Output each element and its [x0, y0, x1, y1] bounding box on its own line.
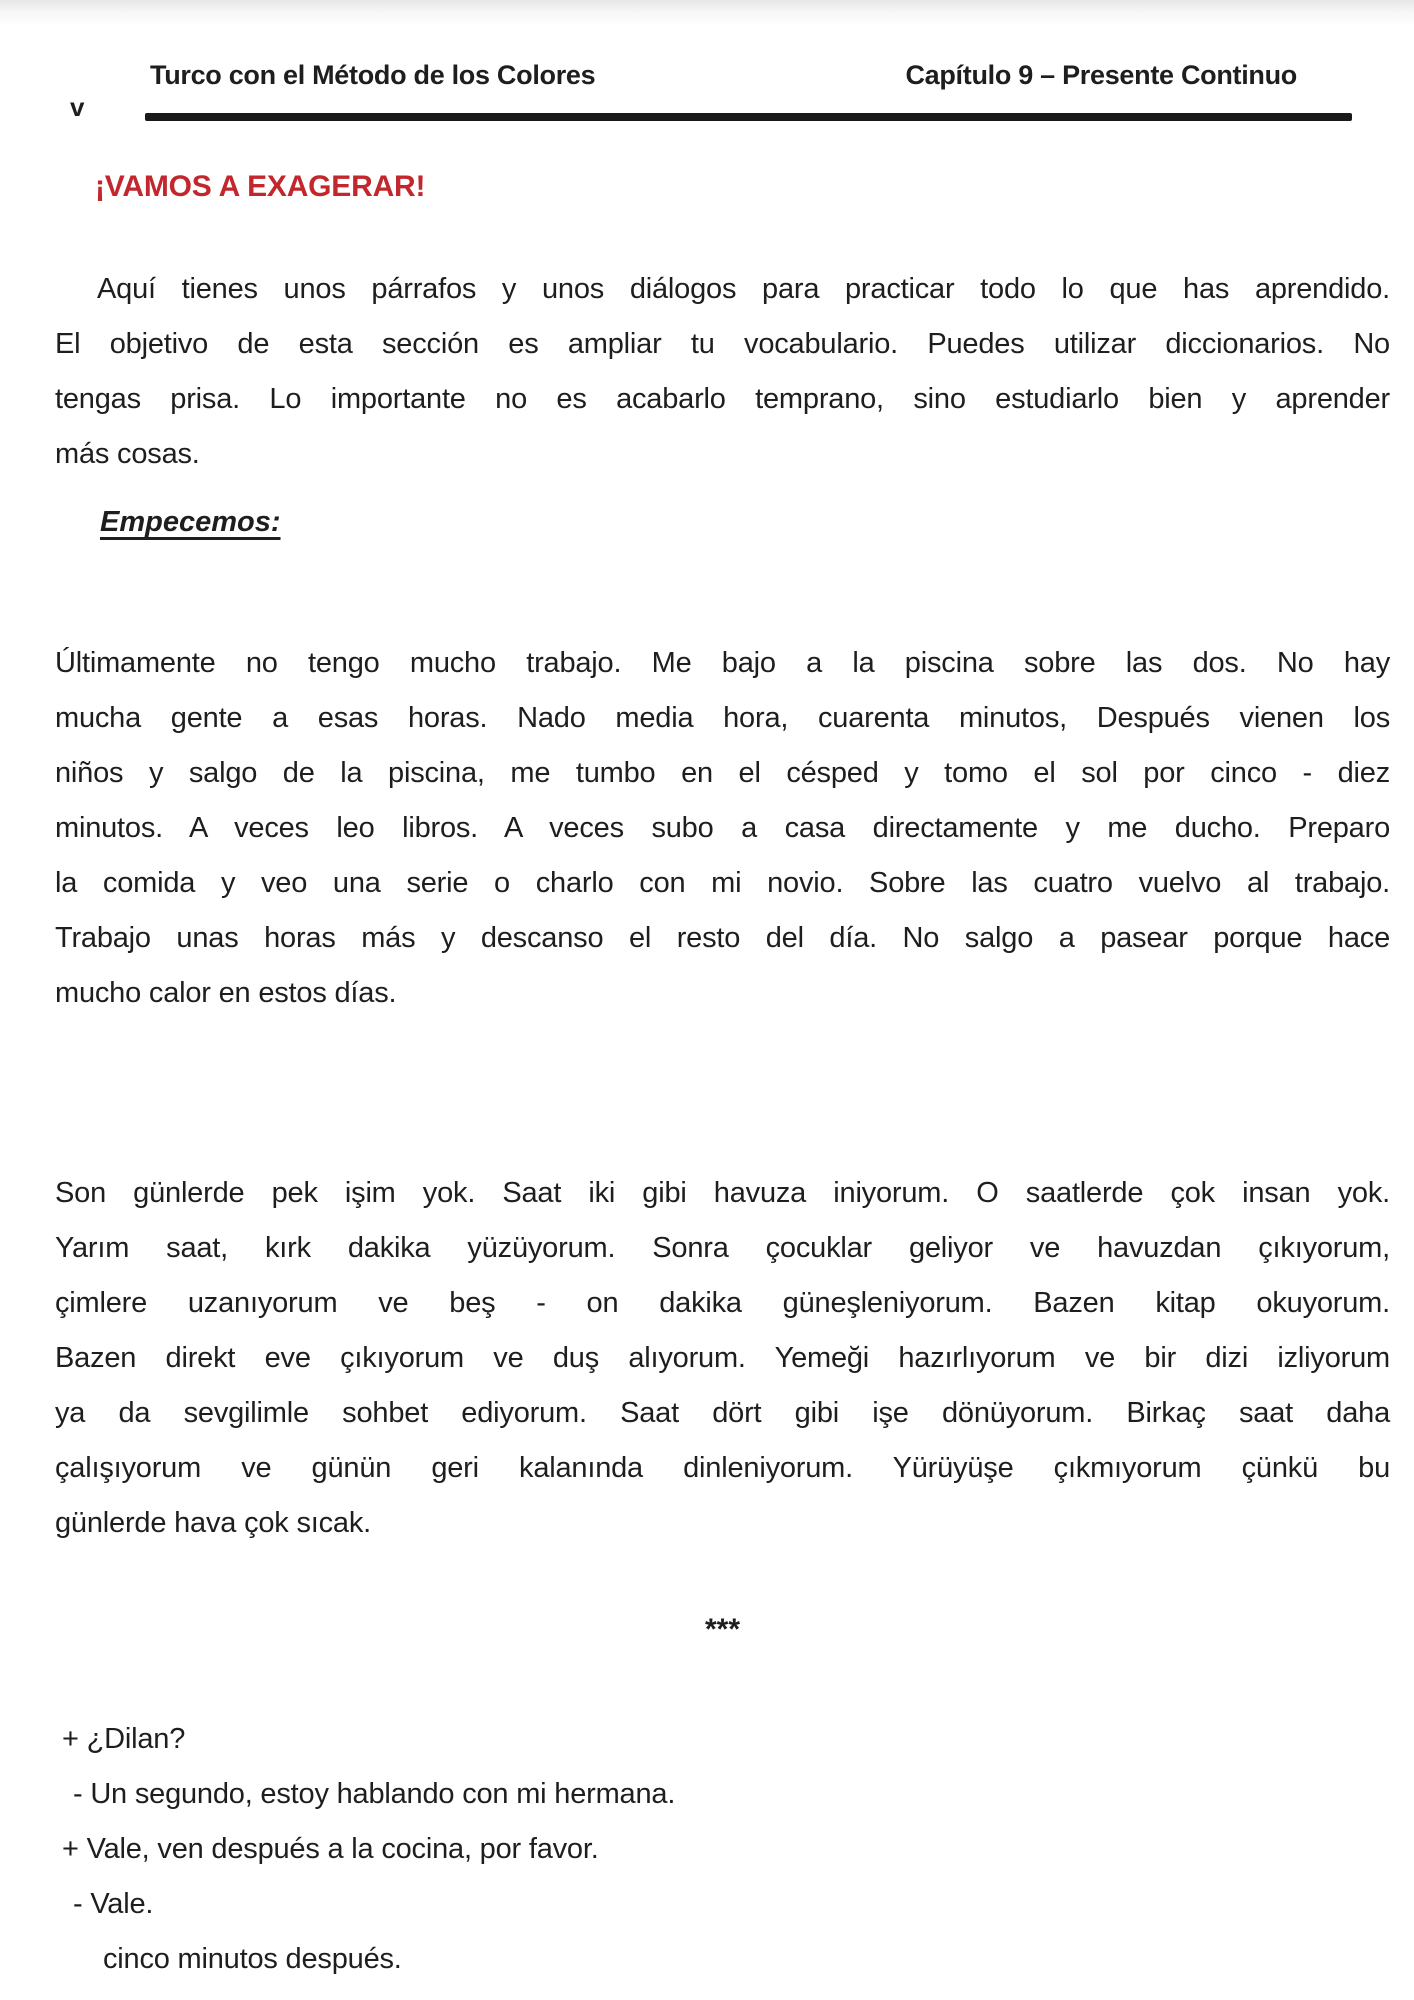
text-line: más cosas.: [55, 438, 200, 470]
header-rule: [145, 113, 1352, 121]
text-line: Son günlerde pek işim yok. Saat iki gibi havuza iniyorum. O saatlerde çok insan yok.: [55, 1177, 1390, 1209]
header-chapter-title: Capítulo 9 – Presente Continuo: [905, 60, 1297, 90]
text-line: la comida y veo una serie o charlo con mi novio. Sobre las cuatro vuelvo al trabajo.: [55, 867, 1390, 899]
turkish-paragraph: [55, 1166, 1390, 1551]
header-book-title: Turco con el Método de los Colores: [150, 60, 596, 90]
margin-letter: v: [70, 92, 85, 122]
section-heading: ¡VAMOS A EXAGERAR!: [95, 170, 426, 203]
text-line: Aquí tienes unos párrafos y unos diálogos para practicar todo lo que has aprendido.: [97, 273, 1390, 305]
spanish-paragraph: [55, 636, 1390, 1021]
text-line: ya da sevgilimle sohbet ediyorum. Saat dört gibi işe dönüyorum. Birkaç saat daha: [55, 1397, 1390, 1429]
asterisk-separator: ***: [704, 1613, 741, 1646]
dialogue-line: cinco minutos después.: [103, 1943, 402, 1975]
text-line: Yarım saat, kırk dakika yüzüyorum. Sonra çocuklar geliyor ve havuzdan çıkıyorum,: [55, 1232, 1390, 1264]
text-line: günlerde hava çok sıcak.: [55, 1507, 371, 1539]
text-line: niños y salgo de la piscina, me tumbo en el césped y tomo el sol por cinco - diez: [55, 757, 1390, 789]
dialogue-line: - Un segundo, estoy hablando con mi hermana.: [73, 1778, 676, 1810]
intro-paragraph: [55, 262, 1390, 482]
text-line: Últimamente no tengo mucho trabajo. Me bajo a la piscina sobre las dos. No hay: [55, 647, 1390, 679]
text-line: Trabajo unas horas más y descanso el resto del día. No salgo a pasear porque hace: [55, 922, 1390, 954]
dialogue-block: [60, 1712, 1390, 1987]
text-line: çalışıyorum ve günün geri kalanında dinleniyorum. Yürüyüşe çıkmıyorum çünkü bu: [55, 1452, 1390, 1484]
dialogue-line: - Vale.: [73, 1888, 154, 1920]
dialogue-line: + ¿Dilan?: [62, 1723, 186, 1755]
text-line: Bazen direkt eve çıkıyorum ve duş alıyorum. Yemeği hazırlıyorum ve bir dizi izliyorum: [55, 1342, 1390, 1374]
text-line: tengas prisa. Lo importante no es acabarlo temprano, sino estudiarlo bien y aprender: [55, 383, 1390, 415]
subheading-empecemos: Empecemos:: [100, 506, 281, 538]
dialogue-line: + Vale, ven después a la cocina, por favor.: [62, 1833, 599, 1865]
text-line: mucho calor en estos días.: [55, 977, 397, 1009]
text-line: çimlere uzanıyorum ve beş - on dakika güneşleniyorum. Bazen kitap okuyorum.: [55, 1287, 1390, 1319]
page-top-shadow: [0, 0, 1414, 26]
text-line: El objetivo de esta sección es ampliar tu vocabulario. Puedes utilizar diccionarios. No: [55, 328, 1390, 360]
text-line: mucha gente a esas horas. Nado media hora, cuarenta minutos, Después vienen los: [55, 702, 1390, 734]
text-line: minutos. A veces leo libros. A veces subo a casa directamente y me ducho. Preparo: [55, 812, 1390, 844]
